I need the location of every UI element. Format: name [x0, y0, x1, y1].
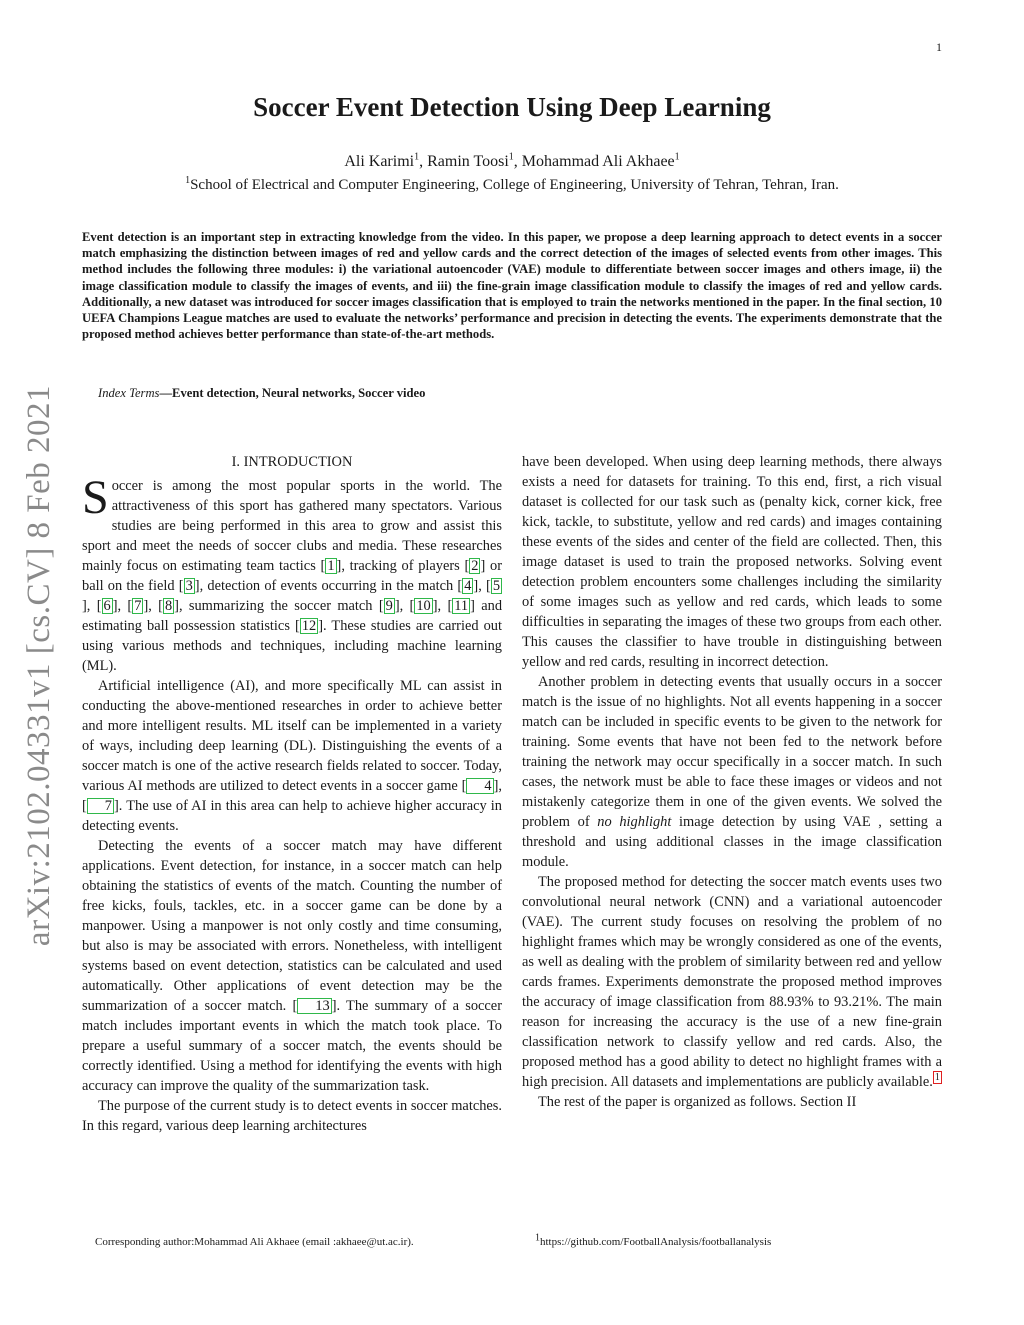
text-run: or ball on the field: [82, 558, 502, 594]
citation-link[interactable]: 4: [466, 778, 493, 794]
abstract: Event detection is an important step in extracting knowledge from the video. In this paper, we propose a deep learning approach to detect events in a soccer match emphasizing the distinction between images of red and yellow cards and the correct detection of the images of selected events from other images. This method includes the following three modules: i) the variational autoencoder (VAE) module to differentiate between soccer images and others image, ii) the image classification module to classify the images of events, and iii) the fine-grain image classification module to classify the images of red and yellow cards. Additionally, a new dataset was introduced for soccer images classification that is employed to train the networks mentioned in the paper. In the final section, 10 UEFA Champions League matches are used to evaluate the networks’ performance and precision in detecting the events. The experiments demonstrate that the proposed method achieves better performance than state-of-the-art methods.: [82, 230, 942, 342]
intro-paragraph-5: have been developed. When using deep learning methods, there always exists a need for datasets for training. To this end, first, a rich visual dataset is collected for our task such as (penalty kick, corner kick, free kick, tackle, to substitute, yellow and red cards) and images containing these events of the sides and center of the field are collected. Then, this image dataset is used to train the proposed networks. Solving event detection problem encounters some challenges including the similarity of some images such as yellow and red cards, which leads to some difficulties in separating the images of these two groups from each other. This causes the classifier to have trouble in distinguishing between yellow and red cards, resulting in incorrect detection.: [522, 454, 942, 670]
citation-link[interactable]: 7: [134, 598, 142, 614]
text-run: . The use of AI in this area can help to achieve higher accuracy in detecting events.: [82, 798, 502, 834]
citation-link[interactable]: 7: [87, 798, 114, 814]
text-run: Another problem in detecting events that usually occurs in a soccer match is the issue of no highlights. Not all events happening in a soccer match can be included in specific events to be given to the network for training. Some events that have not been fed to the network before training the network may occur specifically in a soccer match. In such cases, the network must be able to face these images or videos and not mistakenly categorize them in one of the given events. We solved the problem of: [522, 674, 942, 830]
footnote-mark: 1: [535, 1232, 540, 1244]
text-run: Artificial intelligence (AI), and more specifically ML can assist in conducting the above-mentioned researches in order to achieve better and more intelligent results. ML itself can be implemented in a variety of ways, including deep learning (DL). Distinguishing the events of a soccer match is one of the active research fields related to soccer. Today, various AI methods are utilized to detect events in a soccer game: [82, 678, 502, 794]
citation-link[interactable]: 5: [492, 578, 501, 594]
author-affil-mark: 1: [508, 151, 514, 163]
author-list: Ali Karimi$^1$, Ramin Toosi$^1$, Mohammad Ali Akhaee$^1$: [344, 151, 680, 170]
citation-link[interactable]: 2: [471, 558, 479, 574]
section-heading-introduction: [82, 452, 502, 472]
drop-cap: S: [82, 471, 109, 524]
text-run: occer is among the most popular sports in the world. The attractiveness of this sport has gathered many spectators. Various studies are being performed in this area to grow and assist this sport and meet the needs of soccer clubs and media. These researches mainly focus on estimating team tactics: [82, 478, 502, 574]
affiliation-text: School of Electrical and Computer Engineering, College of Engineering, University of Tehran, Tehran, Iran.: [190, 177, 839, 193]
footnote-url[interactable]: https://github.com/FootballAnalysis/footballanalysis: [540, 1236, 772, 1248]
citation-link[interactable]: 12: [301, 618, 317, 634]
citation-link[interactable]: 1: [327, 558, 335, 574]
corresponding-author-note: Corresponding author:Mohammad Ali Akhaee (email :akhaee@ut.ac.ir).: [95, 1236, 414, 1248]
index-terms-separator: —: [159, 386, 173, 400]
section-title-rest: NTRODUCTION: [248, 454, 353, 470]
citation-link[interactable]: 8: [164, 598, 173, 614]
citation-link[interactable]: 9: [385, 598, 393, 614]
author-affil-mark: 1: [414, 151, 420, 163]
author-name: Ramin Toosi: [427, 153, 509, 170]
author-affil-mark: 1: [674, 151, 680, 163]
section-title-initial: I: [243, 454, 249, 470]
author-name: Mohammad Ali Akhaee: [521, 153, 675, 170]
intro-paragraph-7: [522, 872, 942, 1092]
arxiv-stamp: [20, 370, 60, 960]
intro-paragraph-6: [522, 672, 942, 872]
text-run: Detecting the events of a soccer match may have different applications. Event detection, for instance, in a soccer match can help obtaining the statistics of events of the match. Counting the number of free kicks, fouls, tackles, etc. in a soccer game can be done by a manpower. Using a manpower is not only costly and time consuming, but also is may be associated with errors. Nonetheless, with intelligent systems based on event detection, statistics can be calculated and used automatically. Other applications of event detection may be the summarization of a soccer match.: [82, 838, 502, 1014]
text-run: , tracking of players: [341, 558, 465, 574]
emphasis-text: no highlight: [597, 814, 672, 830]
text-run: The proposed method for detecting the soccer match events uses two convolutional neural network (CNN) and a variational autoencoder (VAE). The current study focuses on resolving the problem of no highlight frames which may be wrongly considered as one of the events, as well as dealing with the problem of similarity between red and yellow cards frames. Experiments demonstrate the proposed method improves the accuracy of image classification from 88.93% to 93.21%. The main reason for increasing the accuracy is the use of a new fine-grain classification network to classify yellow and red cards. Also, the proposed method has a good ability to detect no highlight frames with a high precision. All datasets and implementations are publicly available.: [522, 874, 942, 1090]
left-column: [82, 452, 502, 1136]
citation-link[interactable]: 11: [454, 598, 469, 614]
footnote-1: [535, 1232, 772, 1248]
citation-link[interactable]: 4: [464, 578, 472, 594]
intro-paragraph-4: The purpose of the current study is to detect events in soccer matches. In this regard, various deep learning architectures: [82, 1098, 502, 1134]
text-run: , detection of events occurring in the match: [199, 578, 458, 594]
intro-paragraph-3: Detecting the events of a soccer match may have different applications. Event detection, for instance, in a soccer match can help obtaining the statistics of events of the match. Counting the number of free kicks, fouls, tackles, etc. in a soccer game can be done by a manpower. Using a manpower is not only costly and time consuming, but also is may be associated with errors. Nonetheless, with intelligent systems based on event detection, statistics can be calculated and used automatically. Other applications of event detection may be the summarization of a soccer match. [ 13 ]. The summary of a soccer match includes important events in which the match took place. To prepare a useful summary of a soccer match, the events should be correctly identified. Using a method for identifying the events with high accuracy can improve the quality of the summarization task.: [82, 838, 502, 1094]
index-terms: [98, 386, 518, 401]
affiliation: [0, 177, 1024, 194]
intro-paragraph-2: Artificial intelligence (AI), and more specifically ML can assist in conducting the above-mentioned researches in order to achieve better and more intelligent results. ML itself can be implemented in a variety of ways, including deep learning (DL). Distinguishing the events of a soccer match is one of the active research fields related to soccer. Today, various AI methods are utilized to detect events in a soccer game [ 4 ], [ 7 ]. The use of AI in this area can help to achieve higher accuracy in detecting events.: [82, 678, 502, 834]
text-run: , summarizing the soccer match: [178, 598, 379, 614]
text-run: . The summary of a soccer match includes important events in which the match took place. To prepare a useful summary of a soccer match, the events should be correctly identified. Using a method for identifying the events with high accuracy can improve the quality of the summarization task.: [82, 998, 502, 1094]
page-number: 1: [936, 40, 942, 54]
text-run: image detection by using VAE , setting a threshold and using additional classes in the image classification module.: [522, 814, 943, 870]
citation-link[interactable]: 3: [185, 578, 193, 594]
intro-paragraph-1: Soccer is among the most popular sports in the world. The attractiveness of this sport has gathered many spectators. Various studies are being performed in this area to grow and assist this sport and meet the needs of soccer clubs and media. These researches mainly focus on estimating team tactics [ 1 ], tracking of players [ 2 ] or ball on the field [ 3 ], detection of events occurring in the match [ 4 ], [ 5], [ 6 ], [ 7 ], [ 8 ], summarizing the soccer match [ 9 ], [ 10 ], [ 11 ] and estimating ball possession statistics [ 12 ]. These studies are carried out using various methods and techniques, including machine learning (ML).: [82, 471, 503, 674]
citation-link[interactable]: 13: [297, 998, 331, 1014]
affiliation-mark: 1: [185, 175, 191, 186]
author-name: Ali Karimi: [344, 153, 415, 170]
index-terms-label: Index Terms: [98, 386, 160, 400]
section-numeral: I.: [231, 454, 244, 470]
text-run: and estimating ball possession statistics: [82, 598, 503, 634]
text-run: . These studies are carried out using various methods and techniques, including machine learning (ML).: [82, 618, 502, 674]
citation-link[interactable]: 10: [416, 598, 431, 614]
citation-link[interactable]: 6: [103, 598, 111, 614]
footnote-link[interactable]: 1: [934, 1072, 940, 1084]
right-column: [522, 452, 942, 1112]
index-terms-text: Event detection, Neural networks, Soccer video: [172, 386, 426, 400]
arxiv-stamp-text: arXiv:2102.04331v1 [cs.CV] 8 Feb 2021: [21, 384, 58, 946]
intro-paragraph-8: The rest of the paper is organized as follows. Section II: [538, 1094, 857, 1110]
paper-title: Soccer Event Detection Using Deep Learning: [253, 92, 771, 122]
